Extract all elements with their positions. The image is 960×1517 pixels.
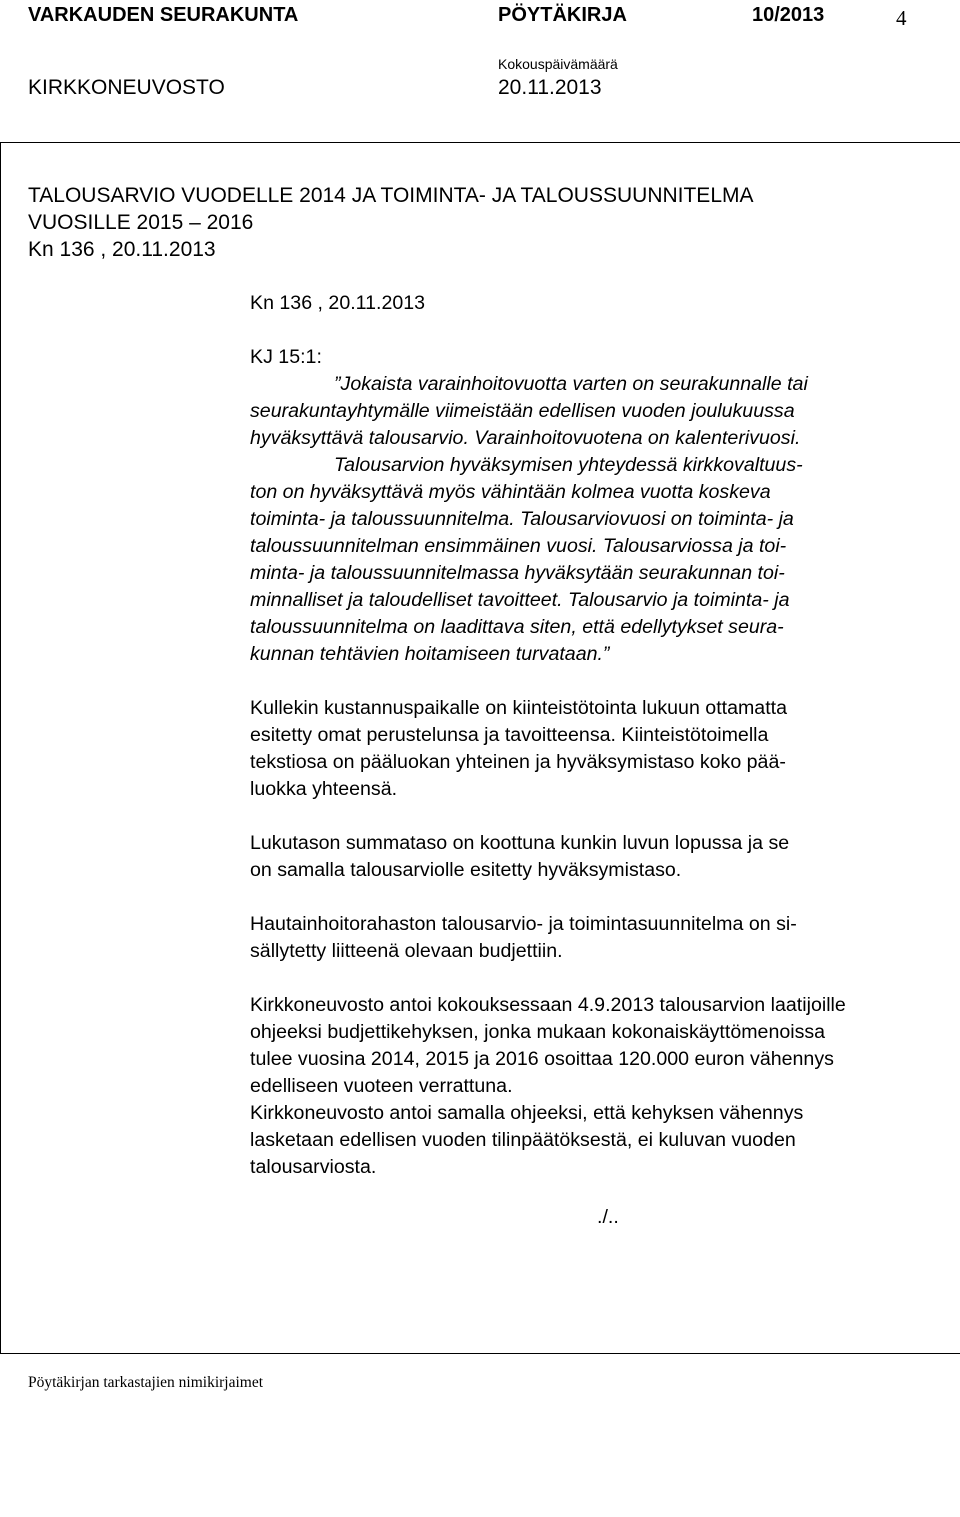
quote-line: hyväksyttävä talousarvio. Varainhoitovuotena on kalenterivuosi.: [250, 427, 801, 449]
reference-line: Kn 136 , 20.11.2013: [250, 292, 426, 314]
text-line: edelliseen vuoteen verrattuna.: [250, 1075, 513, 1097]
text-line: Lukutason summataso on koottuna kunkin luvun lopussa ja se: [250, 832, 790, 854]
quote-line: kunnan tehtävien hoitamiseen turvataan.”: [250, 643, 610, 665]
org-name: VARKAUDEN SEURAKUNTA: [28, 4, 299, 26]
meeting-date: 20.11.2013: [498, 76, 602, 99]
text-line: Kirkkoneuvosto antoi kokouksessaan 4.9.2013 talousarvion laatijoille: [250, 994, 846, 1016]
law-reference: KJ 15:1:: [250, 346, 322, 368]
text-line: on samalla talousarviolle esitetty hyväksymistaso.: [250, 859, 682, 881]
text-line: Hautainhoitorahaston talousarvio- ja toimintasuunnitelma on si-: [250, 913, 797, 935]
quote-line: ton on hyväksyttävä myös vähintään kolmea vuotta koskeva: [250, 481, 771, 503]
text-line: lasketaan edellisen vuoden tilinpäätöksestä, ei kuluvan vuoden: [250, 1129, 796, 1151]
text-line: luokka yhteensä.: [250, 778, 398, 800]
paragraph-cemetery-fund: [250, 911, 960, 965]
document-number: 10/2013: [752, 4, 825, 26]
paragraph-approval-level: [250, 830, 960, 884]
signatures-label: Pöytäkirjan tarkastajien nimikirjaimet: [28, 1374, 264, 1391]
text-line: tulee vuosina 2014, 2015 ja 2016 osoittaa 120.000 euron vähennys: [250, 1048, 834, 1070]
document-body: [250, 290, 960, 1181]
quote-line: toiminta- ja taloussuunnitelma. Talousarviovuosi on toiminta- ja: [250, 508, 794, 530]
section-title-line-3: Kn 136 , 20.11.2013: [28, 238, 216, 261]
text-line: talousarviosta.: [250, 1156, 377, 1178]
footer-divider: [0, 1353, 960, 1354]
date-label: Kokouspäivämäärä: [498, 56, 618, 72]
text-line: ohjeeksi budjettikehyksen, jonka mukaan kokonaiskäyttömenoissa: [250, 1021, 826, 1043]
paragraph-cost-centers: [250, 695, 960, 803]
section-title-line-1: TALOUSARVIO VUODELLE 2014 JA TOIMINTA- JA TALOUSSUUNNITELMA: [28, 184, 754, 207]
document-type: PÖYTÄKIRJA: [498, 4, 627, 26]
paragraph-budget-frame: [250, 992, 960, 1181]
text-line: tekstiosa on pääluokan yhteinen ja hyväksymistaso koko pää-: [250, 751, 786, 773]
quote-line: minnalliset ja taloudelliset tavoitteet. Talousarvio ja toiminta- ja: [250, 589, 790, 611]
text-line: sällytetty liitteenä olevaan budjettiin.: [250, 940, 563, 962]
section-title-line-2: VUOSILLE 2015 – 2016: [28, 211, 254, 234]
body-name: KIRKKONEUVOSTO: [28, 76, 225, 99]
quote-line: Talousarvion hyväksymisen yhteydessä kirkkovaltuus-: [334, 454, 803, 476]
text-line: Kullekin kustannuspaikalle on kiinteistötointa lukuun ottamatta: [250, 697, 787, 719]
left-margin-line: [0, 142, 1, 1354]
quote-line: taloussuunnitelma on laadittava siten, että edellytykset seura-: [250, 616, 784, 638]
text-line: Kirkkoneuvosto antoi samalla ohjeeksi, että kehyksen vähennys: [250, 1102, 804, 1124]
quote-line: seurakuntayhtymälle viimeistään edellisen vuoden joulukuussa: [250, 400, 795, 422]
text-line: esitetty omat perustelunsa ja tavoitteensa. Kiinteistötoimella: [250, 724, 769, 746]
quote-line: ”Jokaista varainhoitovuotta varten on seurakunnalle tai: [334, 373, 808, 395]
law-quote: [250, 371, 960, 668]
page-number: 4: [896, 6, 907, 30]
quote-line: minta- ja taloussuunnitelmassa hyväksytään seurakunnan toi-: [250, 562, 785, 584]
header-divider: [0, 142, 960, 143]
continuation-mark: ./..: [597, 1206, 619, 1228]
quote-line: taloussuunnitelman ensimmäinen vuosi. Talousarviossa ja toi-: [250, 535, 787, 557]
